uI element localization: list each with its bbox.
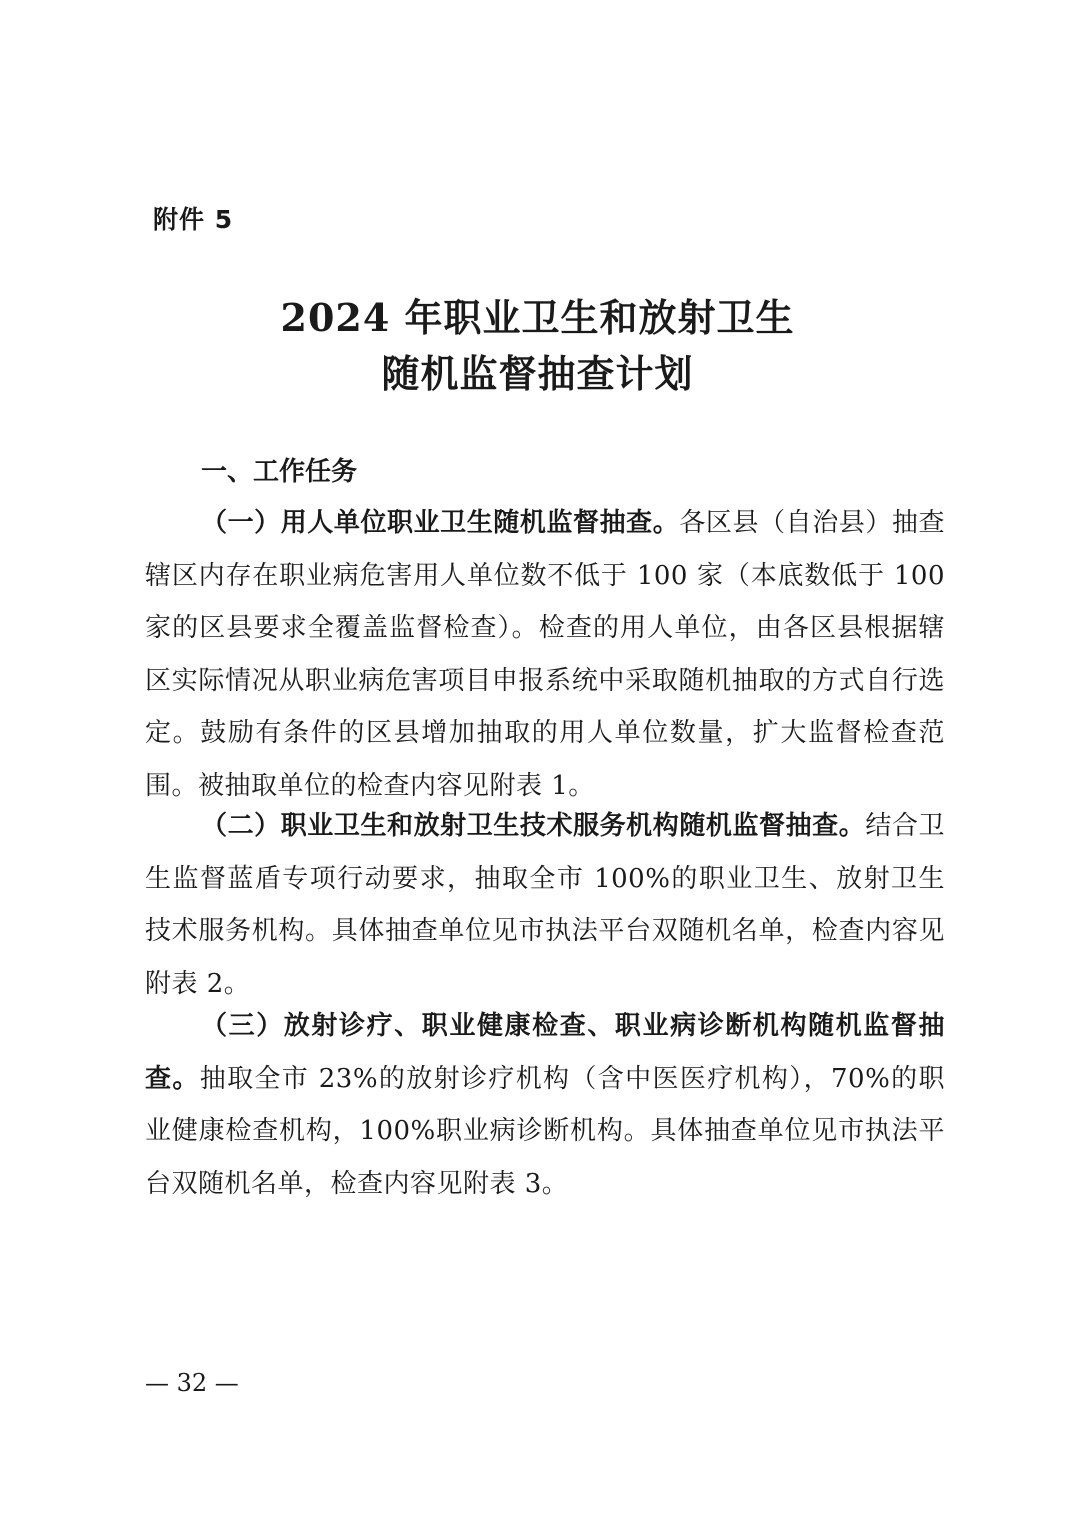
paragraph-2 bbox=[145, 800, 945, 1010]
title-line-2: 随机监督抽查计划 bbox=[381, 351, 694, 396]
paragraph-1 bbox=[145, 497, 945, 812]
attachment-label: 附件 5 bbox=[153, 205, 234, 234]
paragraph-2-lead: （二）职业卫生和放射卫生技术服务机构随机监督抽查。 bbox=[201, 811, 866, 841]
document-title bbox=[0, 290, 1075, 402]
paragraph-3 bbox=[145, 1000, 945, 1210]
paragraph-3-text: 抽取全市 23%的放射诊疗机构（含中医医疗机构），70%的职业健康检查机构，100%职业病诊断机构。具体抽查单位见市执法平台双随机名单，检查内容见附表 3。 bbox=[145, 1063, 945, 1199]
paragraph-1-text: 各区县（自治县）抽查辖区内存在职业病危害用人单位数不低于 100 家（本底数低于 100 家的区县要求全覆盖监督检查）。检查的用人单位，由各区县根据辖区实际情况从职业病危害项目申报系统中采取随机抽取的方式自行选定。鼓励有条件的区县增加抽取的用人单位数量，扩大监督检查范围。被抽取单位的检查内容见附表 1。 bbox=[145, 508, 945, 801]
section-heading: 一、工作任务 bbox=[201, 457, 358, 487]
page-number: — 32 — bbox=[145, 1369, 239, 1397]
title-line-1: 2024 年职业卫生和放射卫生 bbox=[280, 295, 795, 340]
paragraph-2-text: 结合卫生监督蓝盾专项行动要求，抽取全市 100%的职业卫生、放射卫生技术服务机构。具体抽查单位见市执法平台双随机名单，检查内容见附表 2。 bbox=[145, 811, 945, 999]
paragraph-1-lead: （一）用人单位职业卫生随机监督抽查。 bbox=[201, 508, 680, 538]
paragraph-3-lead: （三）放射诊疗、职业健康检查、职业病诊断机构随机监督抽查。 bbox=[145, 1011, 945, 1094]
